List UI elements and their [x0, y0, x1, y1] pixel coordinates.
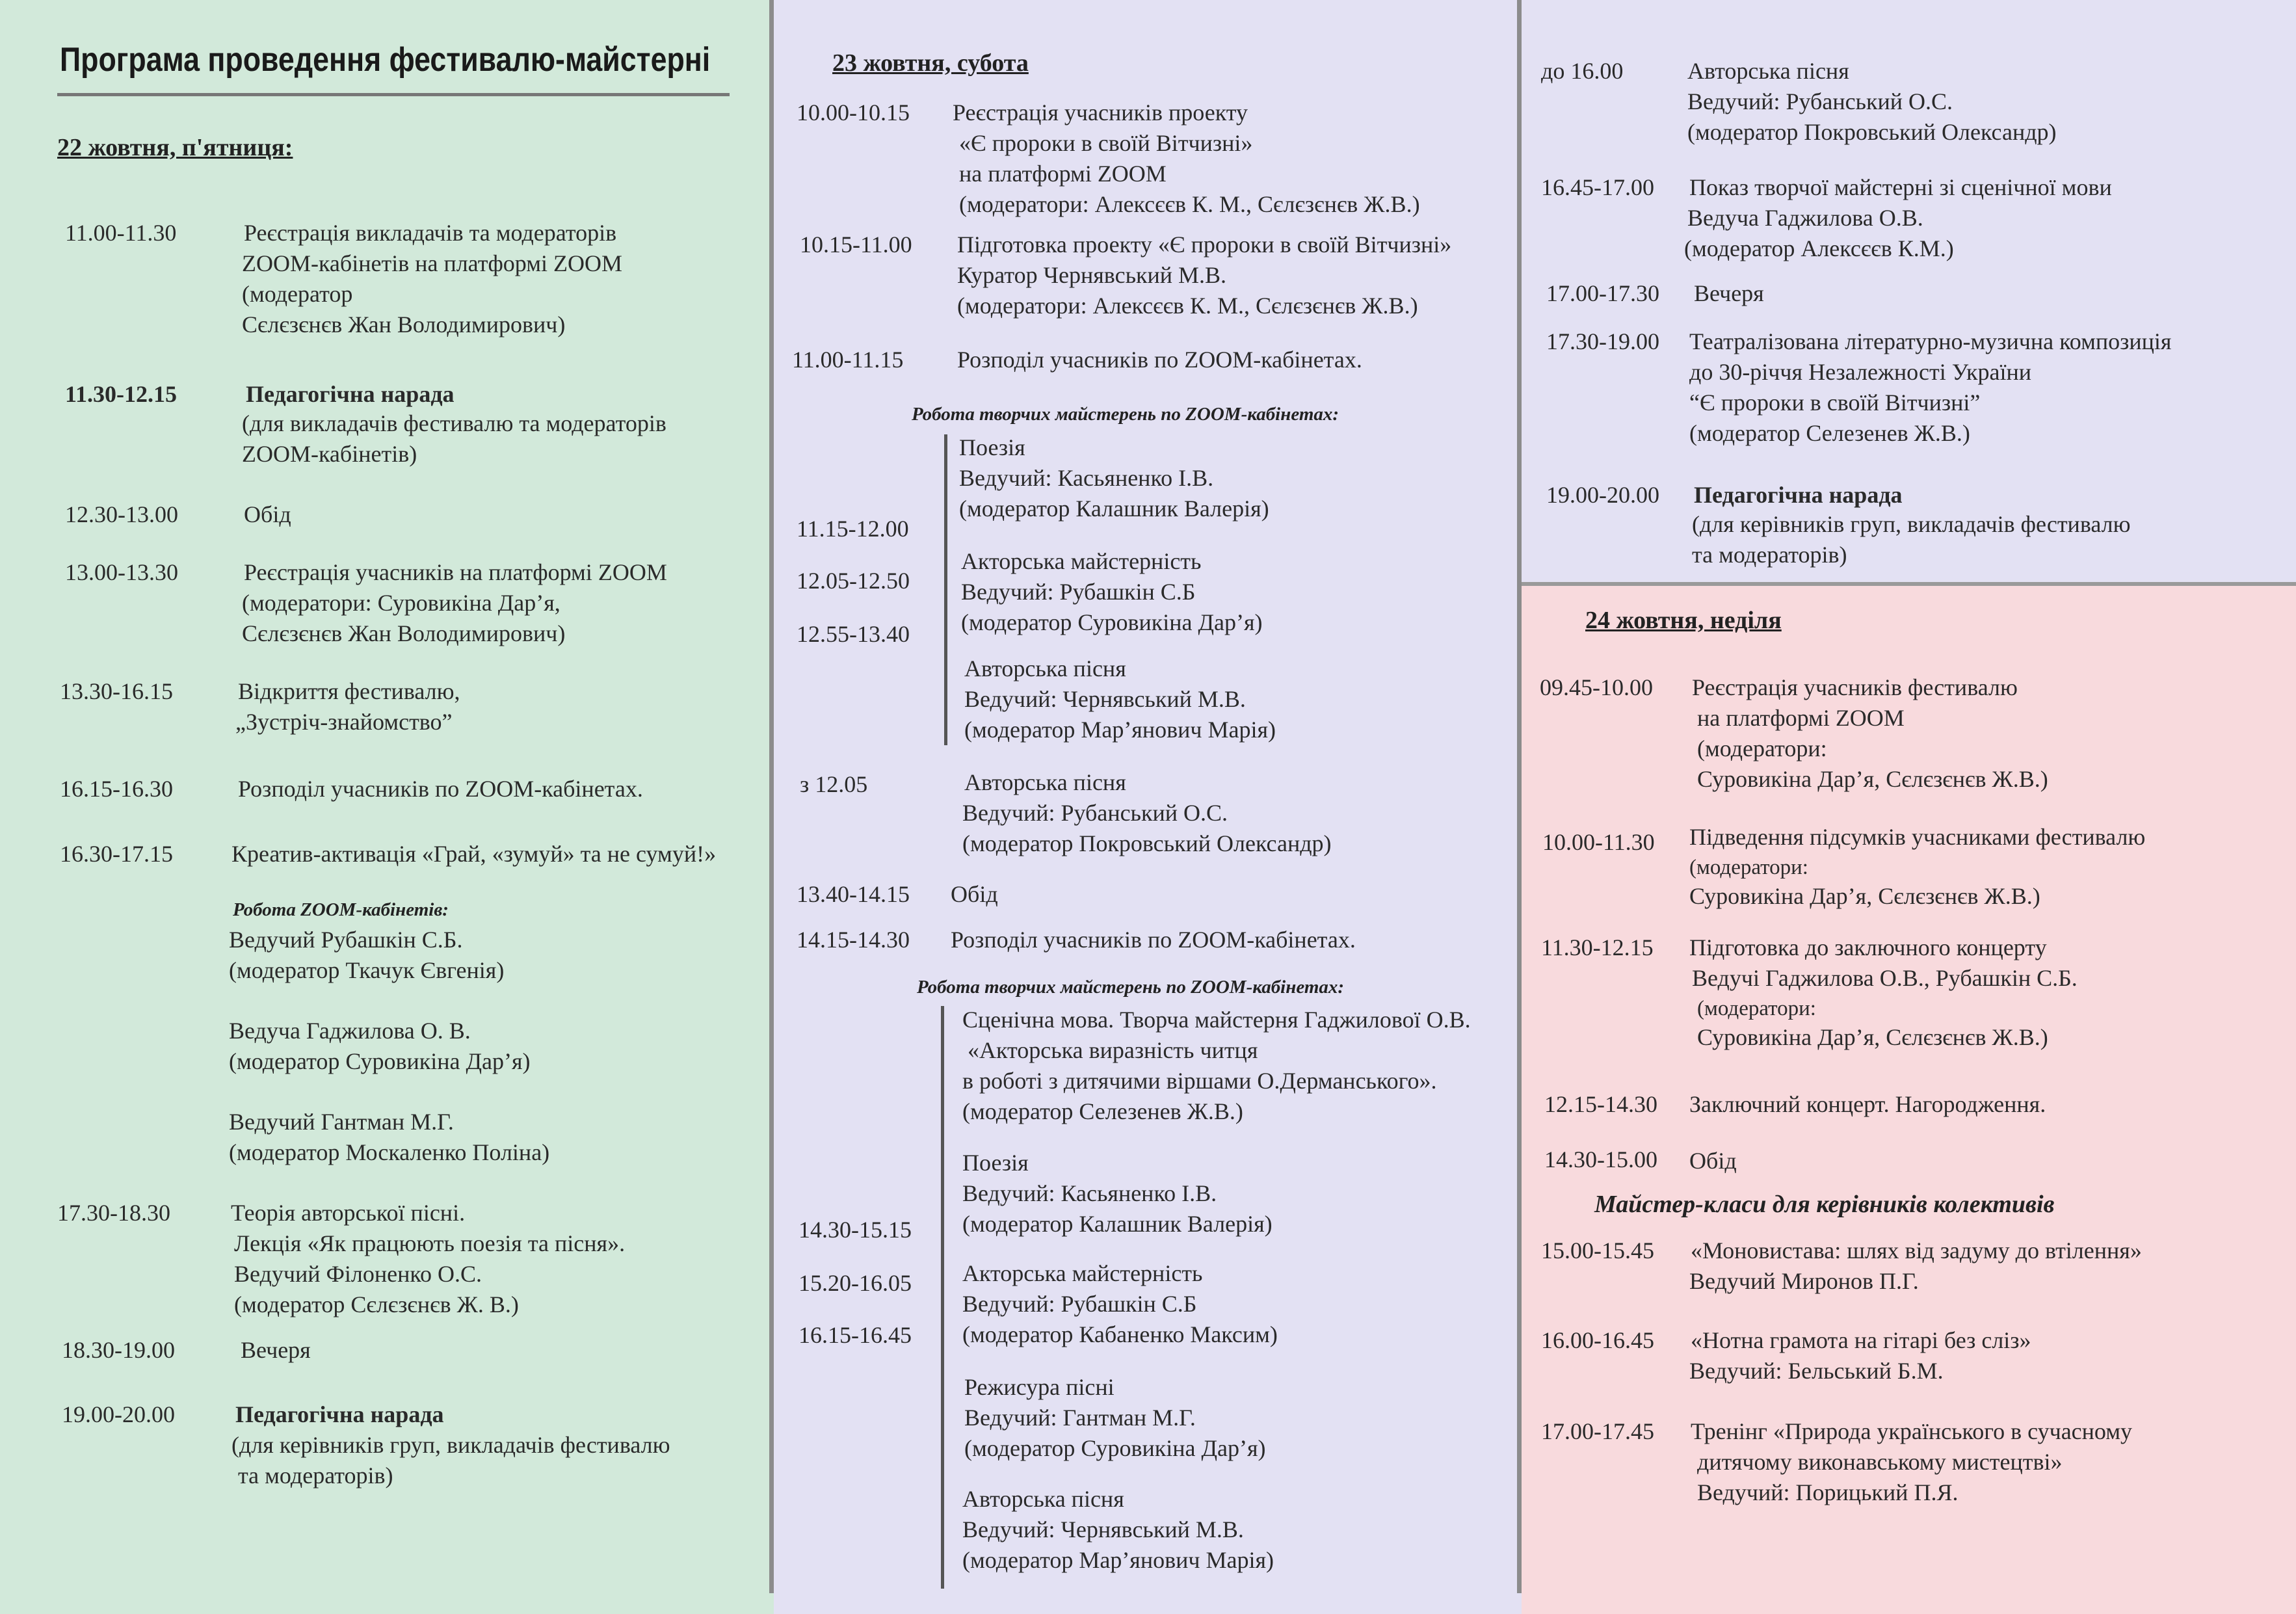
- workshop-line: Ведучий: Рубашкін С.Б: [962, 1291, 1197, 1317]
- event-line: Розподіл учасників по ZOOM-кабінетах.: [957, 347, 1362, 373]
- event-line: (модератори: Суровикіна Дар’я,: [242, 590, 561, 616]
- workshop-line: Поезія: [959, 434, 1025, 460]
- event-line: Реєстрація викладачів та модераторів: [244, 220, 617, 246]
- event-line: Обід: [1689, 1148, 1737, 1174]
- time-label: 18.30-19.00: [62, 1337, 175, 1363]
- time-label: 13.00-13.30: [65, 559, 178, 585]
- event-line: Креатив-активація «Грай, «зумуй» та не сумуй!»: [231, 841, 717, 867]
- event-line: Теорія авторської пісні.: [231, 1200, 466, 1226]
- event-line: Ведучий Філоненко О.С.: [234, 1261, 482, 1287]
- workshop-line: Ведучий: Касьяненко І.В.: [959, 465, 1214, 491]
- event-line: Тренінг «Природа українського в сучасному: [1691, 1418, 2133, 1444]
- event-line: (для викладачів фестивалю та модераторів: [242, 410, 666, 436]
- workshop-line: Авторська пісня: [962, 1486, 1124, 1512]
- event-line: Ведуча Гаджилова О.В.: [1687, 205, 1923, 231]
- time-label: 13.30-16.15: [60, 678, 173, 704]
- time-label: 17.00-17.45: [1541, 1418, 1654, 1444]
- workshop-line: (модератор Калашник Валерія): [962, 1211, 1273, 1237]
- event-line: (модератори:: [1697, 735, 1827, 761]
- time-label: 10.00-10.15: [797, 99, 910, 126]
- event-line: Відкриття фестивалю,: [238, 678, 460, 704]
- workshop-line: Ведучий: Чернявський М.В.: [962, 1516, 1244, 1542]
- time-label: 17.00-17.30: [1546, 280, 1659, 306]
- event-line: Сєлєзєнєв Жан Володимирович): [242, 311, 566, 337]
- workshop-line: (модератор Суровикіна Дар’я): [964, 1435, 1266, 1461]
- event-line: (модератор Сєлєзєнєв Ж. В.): [234, 1291, 519, 1317]
- section-divider: [1522, 582, 2296, 586]
- column-divider: [769, 0, 774, 1593]
- cabinet-line: Ведуча Гаджилова О. В.: [229, 1018, 471, 1044]
- subsection-heading: Робота творчих майстерень по ZOOM-кабінетах:: [912, 404, 1339, 425]
- event-line: Суровикіна Дар’я, Сєлєзєнєв Ж.В.): [1697, 1024, 2048, 1050]
- event-line: до 30-річчя Незалежності України: [1689, 359, 2032, 385]
- workshop-line: Ведучий: Рубашкін С.Б: [961, 579, 1196, 605]
- workshop-line: (модератор Мар’янович Марія): [964, 717, 1276, 743]
- time-label: 12.30-13.00: [65, 501, 178, 527]
- time-label: 13.40-14.15: [797, 881, 910, 907]
- time-label: 19.00-20.00: [1546, 482, 1659, 508]
- day1-heading: 22 жовтня, п'ятниця:: [57, 134, 293, 161]
- event-line: «Нотна грамота на гітарі без сліз»: [1691, 1327, 2031, 1353]
- event-line: Ведучі Гаджилова О.В., Рубашкін С.Б.: [1692, 965, 2078, 991]
- cabinet-line: Ведучий Гантман М.Г.: [229, 1109, 454, 1135]
- time-label: 11.30-12.15: [1541, 934, 1654, 960]
- workshop-line: Акторська майстерність: [962, 1260, 1203, 1286]
- event-line: (модератори: Алексєєв К. М., Сєлєзєнєв Ж.В.): [957, 293, 1418, 319]
- event-line: (модератор Алексєєв К.М.): [1684, 235, 1954, 261]
- workshop-line: Авторська пісня: [964, 655, 1126, 681]
- event-line: Реєстрація учасників проекту: [953, 99, 1248, 126]
- workshop-line: Поезія: [962, 1150, 1029, 1176]
- event-title: Педагогічна нарада: [235, 1401, 444, 1427]
- event-line: Суровикіна Дар’я, Сєлєзєнєв Ж.В.): [1697, 766, 2048, 792]
- event-line: Куратор Чернявський М.В.: [957, 262, 1227, 288]
- time-label: 10.15-11.00: [800, 232, 912, 258]
- event-line: Розподіл учасників по ZOOM-кабінетах.: [238, 776, 643, 802]
- event-line: Ведучий: Бельський Б.М.: [1689, 1358, 1944, 1384]
- day3-heading: 24 жовтня, неділя: [1585, 607, 1782, 634]
- event-line: Реєстрація учасників на платформі ZOOM: [244, 559, 667, 585]
- time-label: 15.00-15.45: [1541, 1237, 1654, 1263]
- event-line: Сєлєзєнєв Жан Володимирович): [242, 620, 566, 646]
- event-line: Ведучий: Рубанський О.С.: [962, 800, 1228, 826]
- subsection-heading: Робота творчих майстерень по ZOOM-кабінетах:: [917, 977, 1345, 998]
- event-line: «Моновистава: шлях від задуму до втілення»: [1691, 1237, 2142, 1263]
- time-label: 17.30-18.30: [57, 1200, 170, 1226]
- workshop-line: Ведучий: Касьяненко І.В.: [962, 1180, 1217, 1206]
- event-line: “Є пророки в своїй Вітчизні”: [1689, 390, 1981, 416]
- time-label: 16.45-17.00: [1541, 174, 1654, 200]
- event-line: ZOOM-кабінетів): [242, 441, 417, 467]
- event-line: Підведення підсумків учасниками фестивалю: [1689, 824, 2146, 850]
- workshop-line: «Акторська виразність читця: [968, 1037, 1258, 1063]
- workshop-bracket: [941, 1006, 944, 1589]
- column-divider: [1517, 0, 1522, 1593]
- cabinet-line: Ведучий Рубашкін С.Б.: [229, 927, 463, 953]
- event-line: Показ творчої майстерні зі сценічної мови: [1689, 174, 2112, 200]
- event-line: „Зустріч-знайомство”: [235, 709, 453, 735]
- event-line: (для керівників груп, викладачів фестивалю: [231, 1432, 670, 1458]
- cabinet-line: (модератор Ткачук Євгенія): [229, 957, 505, 983]
- page-title: Програма проведення фестивалю-майстерні: [60, 41, 711, 79]
- time-label: 12.55-13.40: [797, 621, 910, 647]
- event-line: Лекція «Як працюють поезія та пісня».: [234, 1230, 626, 1256]
- workshop-line: (модератор Селезенев Ж.В.): [962, 1098, 1243, 1124]
- event-line: на платформі ZOOM: [1697, 705, 1905, 731]
- event-line: Авторська пісня: [964, 769, 1126, 795]
- event-line: (модератори:: [1689, 856, 1808, 879]
- time-label: 09.45-10.00: [1540, 674, 1653, 700]
- event-line: Ведучий: Рубанський О.С.: [1687, 88, 1953, 114]
- event-line: Ведучий Миронов П.Г.: [1689, 1268, 1919, 1294]
- workshop-line: (модератор Кабаненко Максим): [962, 1321, 1278, 1347]
- time-label: 15.20-16.05: [798, 1270, 912, 1296]
- title-underline: [57, 93, 730, 96]
- masterclass-heading: Майстер-класи для керівників колективів: [1594, 1191, 2055, 1218]
- subsection-heading: Робота ZOOM-кабінетів:: [233, 899, 449, 920]
- time-label: 19.00-20.00: [62, 1401, 175, 1427]
- event-line: Обід: [951, 881, 998, 907]
- event-line: та модераторів): [1692, 542, 1847, 568]
- event-title: Педагогічна нарада: [246, 381, 455, 407]
- time-label: 11.15-12.00: [797, 516, 909, 542]
- workshop-line: Акторська майстерність: [961, 548, 1202, 574]
- event-line: Обід: [244, 501, 291, 527]
- workshop-line: в роботі з дитячими віршами О.Дерманського».: [962, 1068, 1437, 1094]
- workshop-line: Ведучий: Чернявський М.В.: [964, 686, 1246, 712]
- event-line: (модератори: Алексєєв К. М., Сєлєзєнєв Ж.В.): [959, 191, 1420, 217]
- time-label: 11.00-11.15: [792, 347, 904, 373]
- time-label: 11.30-12.15: [65, 381, 178, 407]
- time-label: до 16.00: [1541, 58, 1624, 84]
- event-line: Вечеря: [1694, 280, 1764, 306]
- event-line: Театралізована літературно-музична композиція: [1689, 328, 2172, 354]
- workshop-line: (модератор Калашник Валерія): [959, 496, 1269, 522]
- cabinet-line: (модератор Суровикіна Дар’я): [229, 1048, 531, 1074]
- event-line: (модератор Покровський Олександр): [1687, 119, 2057, 145]
- day2-heading: 23 жовтня, субота: [832, 49, 1029, 77]
- time-label: 14.30-15.15: [798, 1217, 912, 1243]
- event-line: Підготовка проекту «Є пророки в своїй Вітчизні»: [957, 232, 1452, 258]
- time-label: 14.30-15.00: [1544, 1146, 1657, 1172]
- event-line: та модераторів): [238, 1462, 393, 1488]
- event-line: Вечеря: [241, 1337, 311, 1363]
- event-line: Підготовка до заключного концерту: [1689, 934, 2047, 960]
- event-line: Реєстрація учасників фестивалю: [1692, 674, 2018, 700]
- event-title: Педагогічна нарада: [1694, 482, 1903, 508]
- time-label: 12.15-14.30: [1544, 1091, 1657, 1117]
- event-line: (модератори:: [1697, 997, 1816, 1020]
- event-line: Ведучий: Порицький П.Я.: [1697, 1479, 1959, 1505]
- time-label: 12.05-12.50: [797, 568, 910, 594]
- event-line: дитячому виконавському мистецтві»: [1697, 1449, 2063, 1475]
- time-label: 10.00-11.30: [1542, 829, 1655, 855]
- event-line: Розподіл учасників по ZOOM-кабінетах.: [951, 927, 1356, 953]
- workshop-line: (модератор Суровикіна Дар’я): [961, 609, 1263, 635]
- event-line: Авторська пісня: [1687, 58, 1849, 84]
- time-label: 14.15-14.30: [797, 927, 910, 953]
- time-label: 11.00-11.30: [65, 220, 177, 246]
- event-line: Суровикіна Дар’я, Сєлєзєнєв Ж.В.): [1689, 883, 2040, 909]
- event-line: (модератор Покровський Олександр): [962, 830, 1332, 856]
- time-label: 16.00-16.45: [1541, 1327, 1654, 1353]
- event-line: (для керівників груп, викладачів фестивалю: [1692, 511, 2131, 537]
- event-line: на платформі ZOOM: [959, 161, 1167, 187]
- event-line: Заключний концерт. Нагородження.: [1689, 1091, 2046, 1117]
- cabinet-line: (модератор Москаленко Поліна): [229, 1139, 550, 1165]
- workshop-line: (модератор Мар’янович Марія): [962, 1547, 1274, 1573]
- workshop-line: Ведучий: Гантман М.Г.: [964, 1405, 1196, 1431]
- event-line: (модератор Селезенев Ж.В.): [1689, 420, 1970, 446]
- time-label: 16.30-17.15: [60, 841, 173, 867]
- event-line: ZOOM-кабінетів на платформі ZOOM: [242, 250, 623, 276]
- event-line: «Є пророки в своїй Вітчизні»: [959, 130, 1253, 156]
- time-label: 17.30-19.00: [1546, 328, 1659, 354]
- event-line: (модератор: [242, 281, 353, 307]
- time-label: з 12.05: [800, 771, 868, 797]
- workshop-bracket: [944, 434, 947, 745]
- workshop-line: Режисура пісні: [964, 1374, 1115, 1400]
- time-label: 16.15-16.45: [798, 1322, 912, 1348]
- workshop-line: Сценічна мова. Творча майстерня Гаджилової О.В.: [962, 1007, 1471, 1033]
- time-label: 16.15-16.30: [60, 776, 173, 802]
